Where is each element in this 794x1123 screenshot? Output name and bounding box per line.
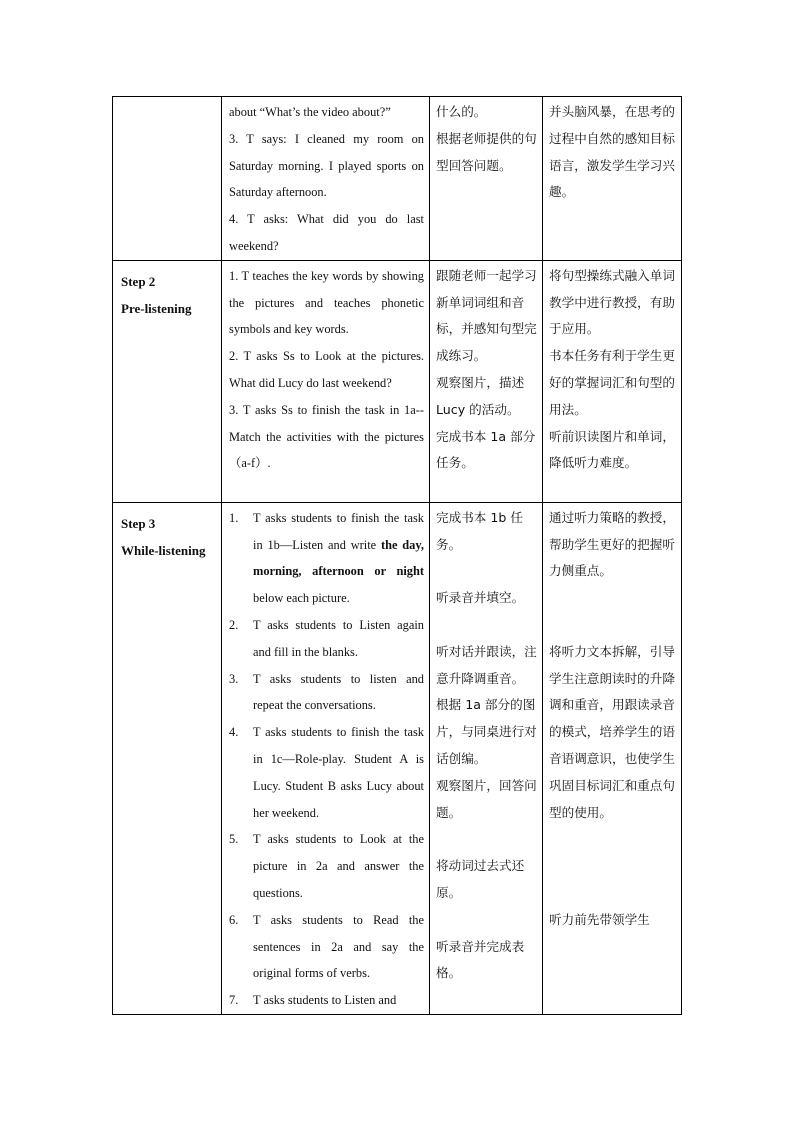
item-text: below each picture.: [253, 591, 350, 606]
student-line: 根据老师提供的句型回答问题。: [436, 130, 537, 173]
item-text: T asks students to finish the task in 1b—Listen and write: [253, 510, 424, 552]
teacher-line: 1. T teaches the key words by showing the pictures and teaches phonetic symbols and key words.: [229, 268, 424, 337]
list-item: [229, 987, 424, 1014]
item-number: 5.: [229, 832, 239, 847]
item-number: 1.: [229, 510, 239, 525]
student-line: 观察图片，描述 Lucy 的活动。: [436, 374, 525, 417]
item-text: T asks students to Listen again and fill in the blanks.: [253, 617, 424, 659]
student-activity-cell: [430, 502, 543, 1014]
teacher-line: 2. T asks Ss to Look at the pictures. What did Lucy do last weekend?: [229, 349, 424, 390]
table-row: [113, 260, 682, 502]
teacher-line: 4. T asks: What did you do last weekend?: [229, 212, 424, 253]
key-phrase: the day, morning, afternoon or night: [253, 537, 424, 579]
student-line: 完成书本 1a 部分任务。: [436, 428, 536, 471]
step-cell: [113, 97, 222, 261]
teacher-activity-cell: [222, 502, 430, 1014]
list-item: [229, 907, 424, 987]
item-number: 2.: [229, 617, 239, 632]
purpose-cell: [543, 97, 682, 261]
student-line: 听录音并填空。: [436, 590, 525, 606]
student-line: 什么的。: [436, 104, 487, 119]
item-text: T asks students to Listen and: [253, 993, 397, 1008]
teacher-activity-cell: [222, 97, 430, 261]
list-item: [229, 719, 424, 826]
activity-list: [229, 505, 424, 1014]
item-number: 7.: [229, 993, 239, 1008]
step-cell: [113, 502, 222, 1014]
student-line: 根据 1a 部分的图片，与同桌进行对话创编。: [436, 697, 537, 766]
item-text: T asks students to finish the task in 1c—Role-play. Student A is Lucy. Student B asks Lucy about her weekend.: [253, 725, 424, 820]
student-line: 将动词过去式还原。: [436, 858, 525, 900]
item-number: 4.: [229, 725, 239, 740]
item-text: T asks students to Read the sentences in 2a and say the original forms of verbs.: [253, 912, 424, 981]
table-row: [113, 502, 682, 1014]
teacher-line: 3. T says: I cleaned my room on Saturday morning. I played sports on Saturday afternoon.: [229, 131, 424, 200]
purpose-cell: [543, 502, 682, 1014]
lesson-plan-table: [112, 96, 682, 1015]
student-activity-cell: [430, 260, 543, 502]
purpose-line: 将句型操练式融入单词教学中进行教授，有助于应用。: [549, 267, 675, 337]
purpose-line: 通过听力策略的教授，帮助学生更好的把握听力侧重点。: [549, 509, 675, 579]
purpose-line: 将听力文本拆解，引导学生注意朗读时的升降调和重音，用跟读录音的模式，培养学生的语音语调意识，也使学生巩固目标词汇和重点句型的使用。: [549, 643, 675, 820]
purpose-cell: [543, 260, 682, 502]
list-item: [229, 666, 424, 720]
item-number: 3.: [229, 671, 239, 686]
step-cell: [113, 260, 222, 502]
teacher-line: 3. T asks Ss to finish the task in 1a-- Match the activities with the pictures （a-f）.: [229, 402, 424, 471]
item-text: T asks students to Look at the picture in 2a and answer the questions.: [253, 832, 424, 900]
student-line: 听对话并跟读，注意升降调重音。: [436, 643, 537, 686]
student-line: 完成书本 1b 任务。: [436, 509, 523, 552]
list-item: [229, 612, 424, 666]
step-phase: While-listening: [121, 542, 206, 558]
student-line: 观察图片，回答问题。: [436, 777, 537, 820]
step-number: Step 3: [121, 515, 156, 531]
student-activity-cell: [430, 97, 543, 261]
step-phase: Pre-listening: [121, 300, 192, 316]
step-number: Step 2: [121, 273, 156, 289]
student-line: 听录音并完成表格。: [436, 938, 525, 981]
teacher-line: about “What’s the video about?”: [229, 105, 391, 119]
student-line: 跟随老师一起学习新单词词组和音标，并感知句型完成练习。: [436, 267, 537, 364]
teacher-activity-cell: [222, 260, 430, 502]
list-item: [229, 505, 424, 612]
table-row: [113, 97, 682, 261]
item-number: 6.: [229, 912, 239, 927]
purpose-line: 听力前先带领学生: [549, 911, 650, 927]
item-text: T asks students to listen and repeat the conversations.: [253, 671, 424, 713]
purpose-line: 听前识读图片和单词，降低听力难度。: [549, 428, 675, 471]
list-item: [229, 826, 424, 906]
purpose-line: 并头脑风暴，在思考的过程中自然的感知目标语言，激发学生学习兴趣。: [549, 104, 675, 200]
purpose-line: 书本任务有利于学生更好的掌握词汇和句型的用法。: [549, 348, 675, 417]
